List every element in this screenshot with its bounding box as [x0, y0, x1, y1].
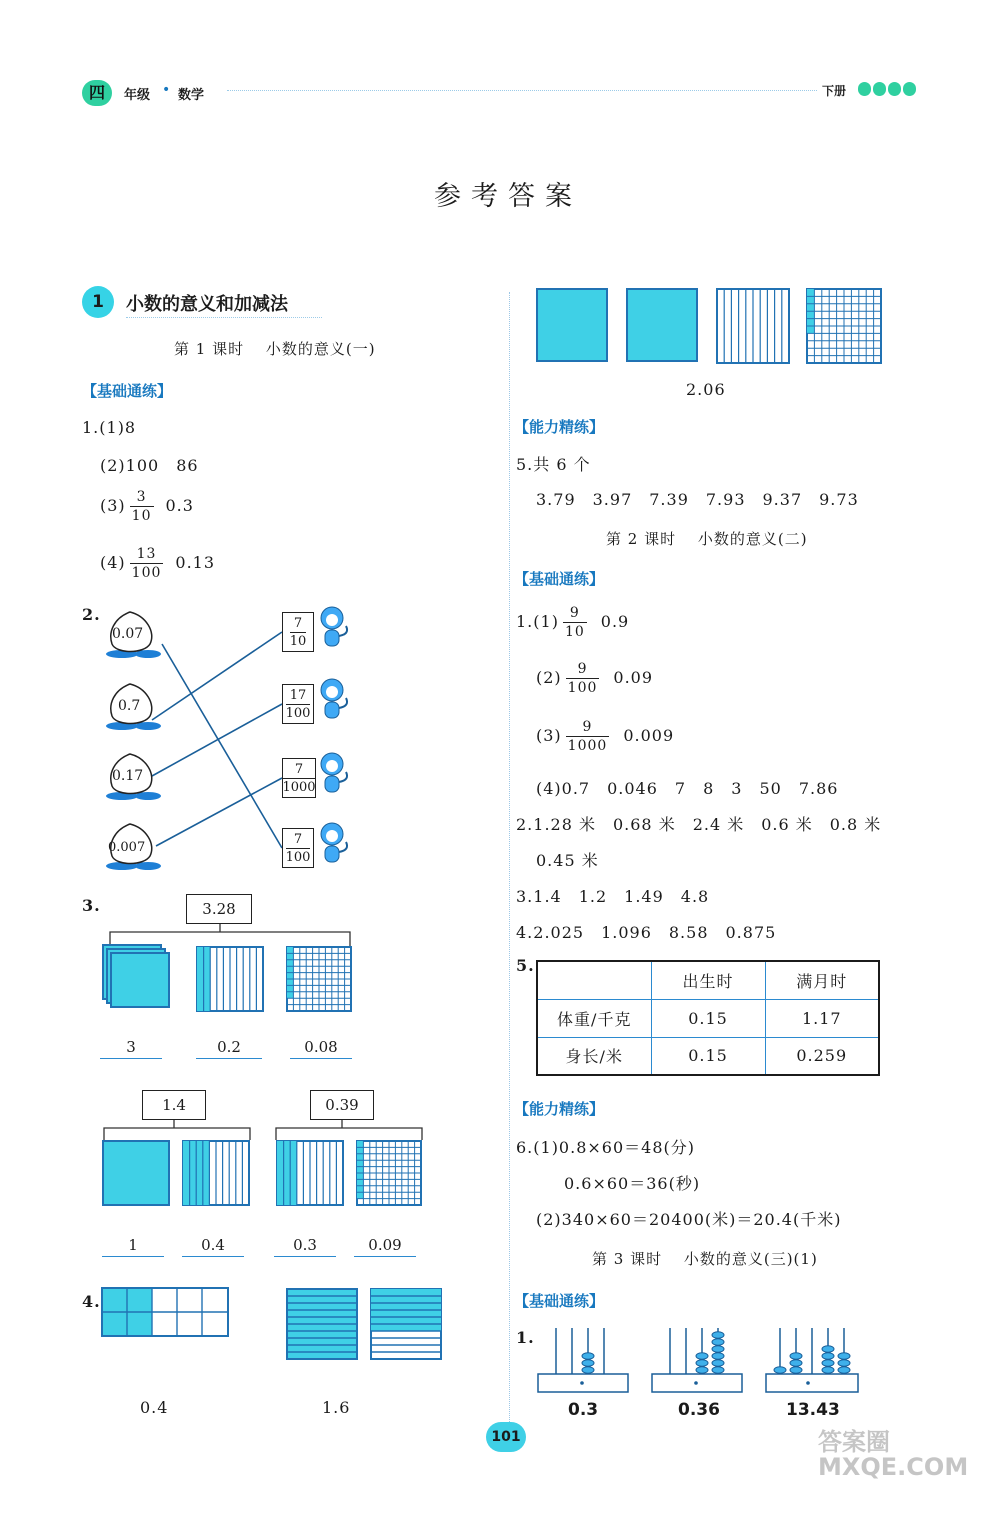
peach-item [100, 608, 164, 660]
l2-q1-line1: 1.(1) $\frac{9}{10}$ 0.9 [516, 605, 630, 640]
square-whole [536, 288, 608, 362]
fraction-card: 7 100 [282, 828, 314, 868]
l2-q6-line2: 0.6×60＝36(秒) [564, 1174, 701, 1193]
table-row: 出生时 满月时 [537, 961, 879, 999]
l2-q4: 4.2.025 1.096 8.58 0.875 [516, 923, 777, 942]
total-box-b: 1.4 [142, 1090, 206, 1120]
l1-q5-line1: 5.共 6 个 [516, 455, 591, 474]
five-by-two-grid [100, 1286, 232, 1340]
l2-q6-line1: 6.(1)0.8×60＝48(分) [516, 1138, 695, 1157]
l2-q2-line1: 2.1.28 米 0.68 米 2.4 米 0.6 米 0.8 米 [516, 815, 882, 834]
l1-q1-line1: 1.(1)8 [82, 418, 137, 437]
hundredths-grid-right [806, 288, 882, 364]
total-box-c: 0.39 [310, 1090, 374, 1120]
fraction-card: 7 1000 [282, 758, 316, 798]
lesson1-title: 第 1 课时 小数的意义(一) [174, 340, 376, 358]
monkey-icon [316, 750, 354, 800]
lesson3-title: 第 3 课时 小数的意义(三)(1) [592, 1250, 818, 1268]
l1-q2-label: 2. [82, 605, 101, 624]
hundredths-grid-a [286, 946, 352, 1012]
lesson2-tag-basic: 【基础通练】 [514, 570, 605, 588]
l2-q1-line2: (2) $\frac{9}{100}$ 0.09 [536, 661, 654, 696]
unit-title: 小数的意义和加减法 [126, 294, 288, 315]
l2-q2-line2: 0.45 米 [536, 851, 599, 870]
bracket-b [100, 1120, 260, 1142]
answer-blank: 0.09 [354, 1236, 416, 1257]
volume-label: 下册 [822, 84, 847, 98]
fraction-card: 17 100 [282, 684, 314, 724]
fraction-card: 7 10 [282, 612, 314, 652]
monkey-icon [316, 604, 354, 654]
l2-q1-line3: (3) $\frac{9}{1000}$ 0.009 [536, 719, 675, 754]
l1-q1-line2: (2)100 86 [100, 456, 199, 475]
total-box-a: 3.28 [186, 894, 252, 924]
peach-value: 0.17 [112, 768, 144, 784]
l3-q1-label: 1. [516, 1328, 535, 1347]
l1-q4-answer: 0.4 [140, 1398, 169, 1417]
l1-q4-right-answer: 2.06 [686, 380, 726, 399]
page-number: 101 [486, 1422, 526, 1452]
l2-q3: 3.1.4 1.2 1.49 4.8 [516, 887, 710, 906]
answer-blank: 0.3 [274, 1236, 336, 1257]
abacus-answer: 13.43 [786, 1400, 840, 1420]
table-row: 身长/米 0.15 0.259 [537, 1037, 879, 1075]
l2-q6-line3: (2)340×60＝20400(米)＝20.4(千米) [536, 1210, 842, 1229]
lesson3-tag-basic: 【基础通练】 [514, 1292, 605, 1310]
l1-q5-line2: 3.79 3.97 7.39 7.93 9.37 9.73 [536, 490, 859, 509]
hundredths-grid-c [356, 1140, 422, 1206]
tenths-blank-grid [716, 288, 790, 364]
table-row: 体重/千克 0.15 1.17 [537, 999, 879, 1037]
unit-number: 1 [82, 286, 114, 318]
lesson1-tag-ability: 【能力精练】 [514, 418, 605, 436]
peach-item [100, 680, 164, 732]
peach-item [100, 820, 164, 872]
striped-square-full [286, 1288, 358, 1360]
growth-table [536, 960, 880, 1076]
tenths-grid-a [196, 946, 264, 1012]
l1-q1-line3: (3) $\frac{3}{10}$ 0.3 [100, 489, 194, 524]
peach-item [100, 750, 164, 802]
monkey-icon [316, 676, 354, 726]
stacked-squares [102, 944, 172, 1010]
watermark: 答案圈 MXQE.COM [818, 1428, 969, 1482]
peach-value: 0.007 [108, 840, 146, 855]
grade-label: 年级 [124, 88, 151, 103]
lesson2-tag-ability: 【能力精练】 [514, 1100, 605, 1118]
l1-q4-answer: 1.6 [322, 1398, 351, 1417]
answer-blank: 0.08 [290, 1038, 352, 1059]
abacus-answer: 0.36 [678, 1400, 720, 1420]
answer-blank: 0.2 [196, 1038, 262, 1059]
header-dot: • [162, 82, 171, 98]
answer-blank: 1 [102, 1236, 164, 1257]
l2-q1-line4: (4)0.7 0.046 7 8 3 50 7.86 [536, 779, 839, 798]
striped-square-partial [370, 1288, 442, 1360]
abacus-icon [536, 1324, 630, 1394]
page-title: 参考答案 [434, 181, 582, 212]
bracket-c [272, 1120, 432, 1142]
square-whole [626, 288, 698, 362]
full-square-b [102, 1140, 170, 1206]
abacus-icon [764, 1324, 860, 1394]
lesson2-title: 第 2 课时 小数的意义(二) [606, 530, 808, 548]
l1-q3-label: 3. [82, 896, 101, 915]
abacus-answer: 0.3 [568, 1400, 599, 1420]
lesson1-tag-basic: 【基础通练】 [82, 382, 173, 400]
l1-q4-label: 4. [82, 1292, 101, 1311]
peach-value: 0.7 [118, 698, 141, 714]
tenths-grid-c [276, 1140, 344, 1206]
answer-blank: 3 [100, 1038, 162, 1059]
subject-label: 数学 [178, 88, 205, 103]
peach-value: 0.07 [112, 626, 144, 642]
abacus-icon [650, 1324, 744, 1394]
tenths-grid-b [182, 1140, 250, 1206]
l1-q1-line4: (4) $\frac{13}{100}$ 0.13 [100, 546, 216, 581]
answer-blank: 0.4 [182, 1236, 244, 1257]
grade-badge: 四 [82, 80, 112, 106]
monkey-icon [316, 820, 354, 870]
l2-q5-label: 5. [516, 956, 535, 975]
